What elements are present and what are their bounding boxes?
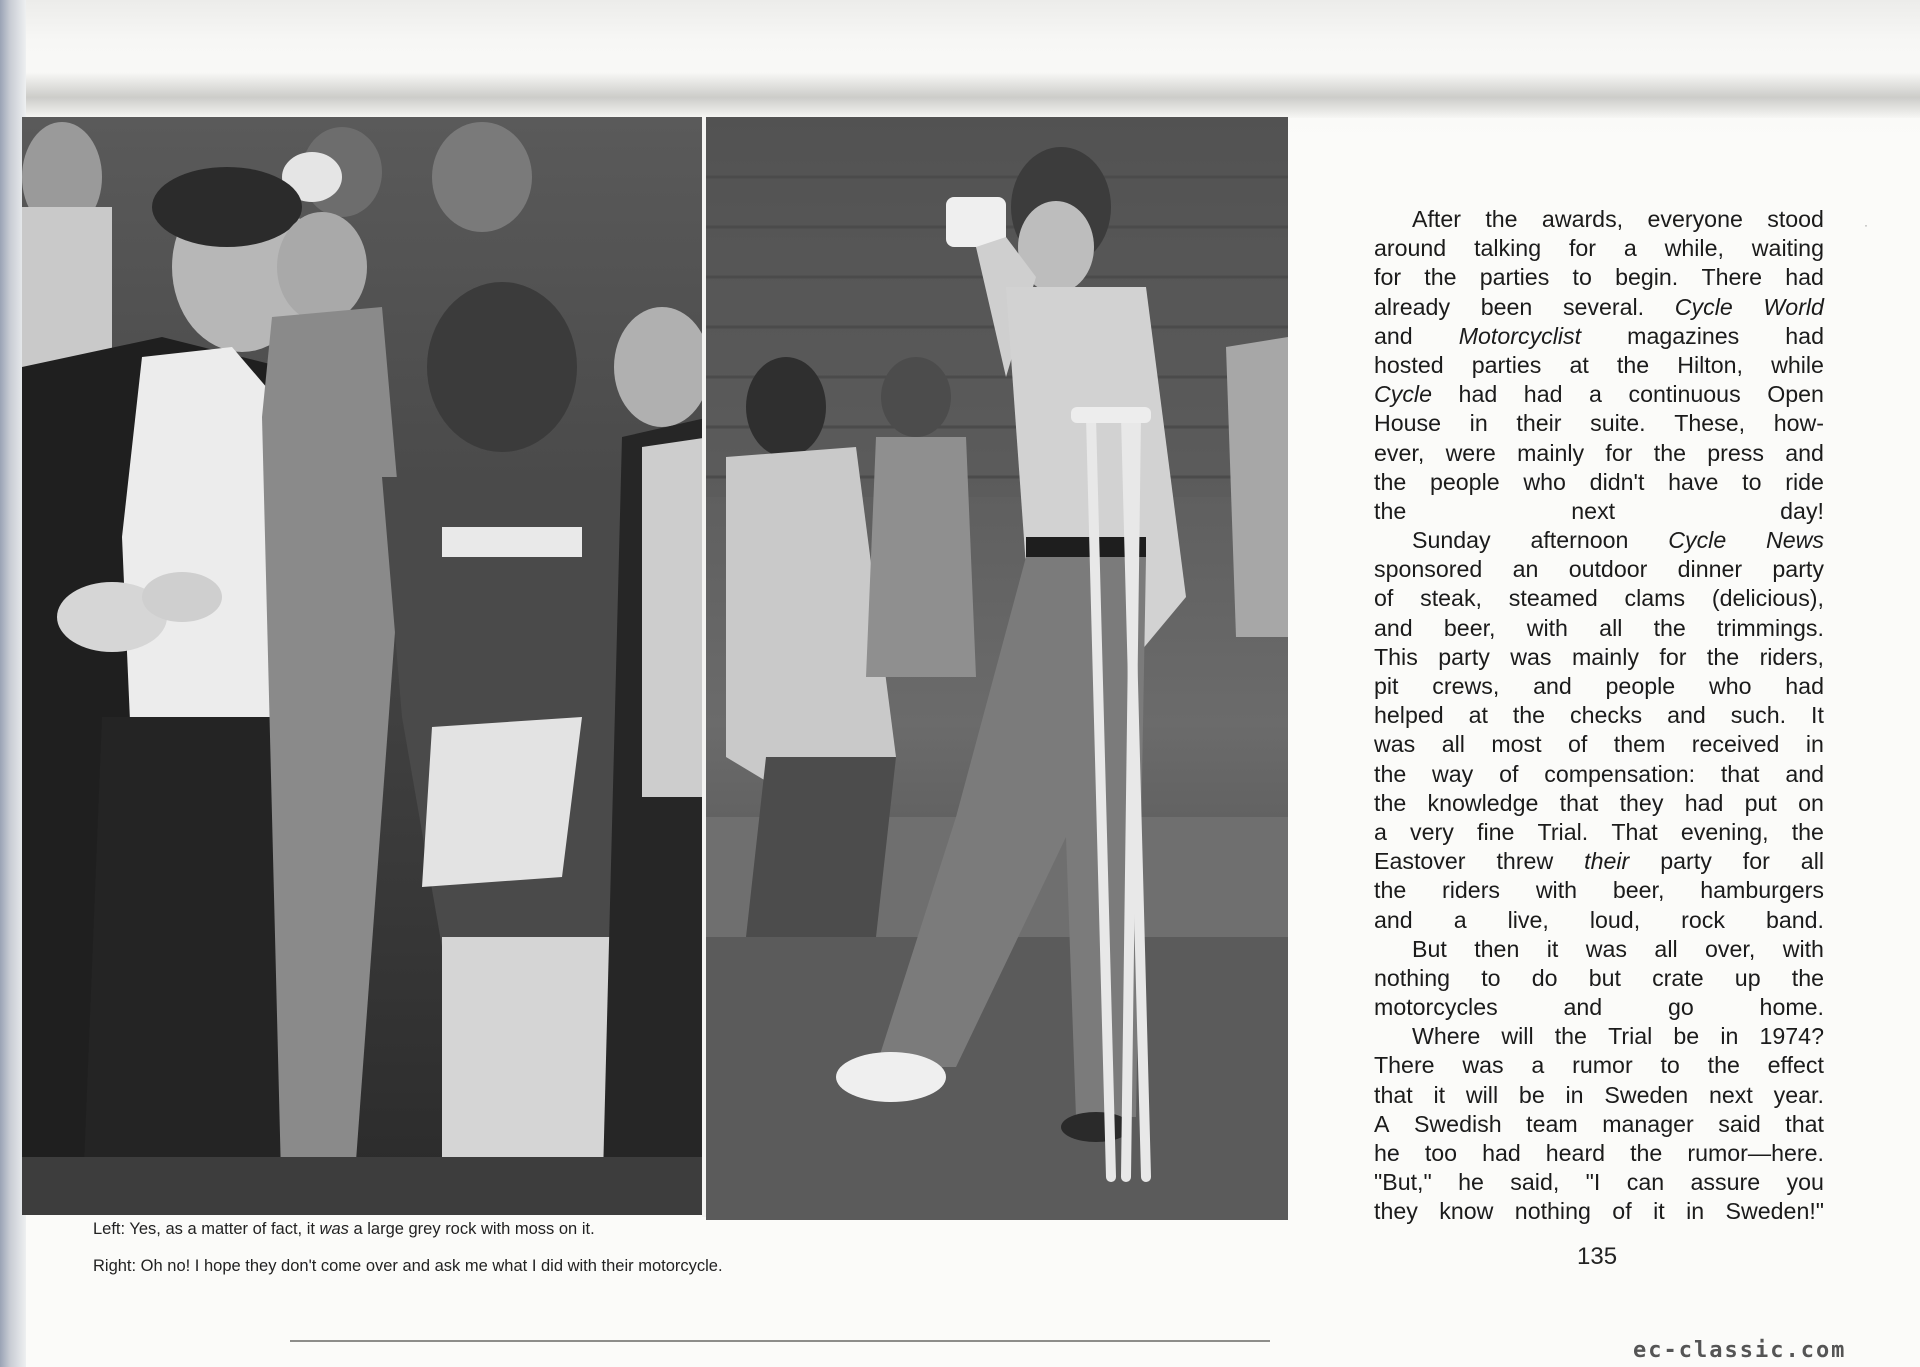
article-word: were	[1445, 439, 1496, 466]
article-word: manager	[1602, 1110, 1694, 1137]
article-word: fine	[1477, 818, 1515, 845]
article-word: 1974?	[1759, 1023, 1824, 1050]
photo-right-image	[706, 117, 1288, 1220]
article-word: Trial.	[1537, 818, 1589, 845]
article-word: and	[1563, 994, 1668, 1021]
article-word: News	[1766, 527, 1824, 554]
article-word: all	[1599, 614, 1623, 641]
article-word: already	[1374, 293, 1451, 320]
article-word: afternoon	[1530, 527, 1629, 554]
article-word: dinner	[1677, 556, 1743, 583]
article-line	[1374, 1110, 1824, 1139]
article-word: the	[1374, 497, 1572, 524]
article-word: continuous	[1628, 381, 1741, 408]
article-word: Motorcyclist	[1458, 322, 1582, 349]
article-word: Where	[1412, 1023, 1481, 1050]
article-line	[1374, 614, 1824, 643]
article-word: was	[1374, 731, 1416, 758]
article-word: and	[1667, 702, 1706, 729]
article-word: and	[1374, 906, 1454, 933]
article-word: they	[1619, 789, 1664, 816]
article-word: riders	[1442, 877, 1501, 904]
article-word: helped	[1374, 702, 1444, 729]
article-word: had	[1684, 789, 1724, 816]
article-word: the	[1791, 964, 1824, 991]
article-word: to	[1660, 1052, 1680, 1079]
article-word: while,	[1664, 235, 1724, 262]
article-word: put	[1744, 789, 1777, 816]
article-word: all	[1800, 848, 1824, 875]
article-word: for	[1374, 264, 1402, 291]
article-word: be	[1673, 1023, 1700, 1050]
article-word: That	[1611, 818, 1658, 845]
article-line	[1374, 1139, 1824, 1168]
article-line	[1374, 1197, 1824, 1226]
article-word: motorcycles	[1374, 994, 1564, 1021]
article-word: Eastover	[1374, 848, 1466, 875]
article-word: their	[1516, 410, 1562, 437]
article-word: be	[1518, 1081, 1545, 1108]
article-word: evening,	[1680, 818, 1769, 845]
article-word: sponsored	[1374, 556, 1483, 583]
article-word: checks	[1569, 702, 1643, 729]
article-word: Trial	[1608, 1023, 1653, 1050]
article-word: effect	[1767, 1052, 1824, 1079]
article-word: team	[1526, 1110, 1578, 1137]
caption-left-suffix: a large grey rock with moss on it.	[348, 1220, 595, 1238]
article-word: that	[1785, 1110, 1824, 1137]
article-line	[1374, 468, 1824, 497]
article-line	[1374, 555, 1824, 584]
article-word: rumor	[1572, 1052, 1633, 1079]
article-word: while	[1771, 351, 1824, 378]
caption-left-prefix: Left: Yes, as a matter of fact, it	[93, 1220, 320, 1238]
article-word: with	[1535, 877, 1578, 904]
article-word: Sweden	[1604, 1081, 1689, 1108]
article-line	[1374, 906, 1824, 935]
article-word: steak,	[1420, 585, 1482, 612]
article-word: pit	[1374, 673, 1399, 699]
article-word: These,	[1674, 410, 1746, 437]
article-line	[1374, 1081, 1824, 1110]
watermark: ec-classic.com	[1633, 1338, 1847, 1363]
article-word: but	[1588, 964, 1621, 991]
article-line	[1374, 701, 1824, 730]
article-word: said	[1718, 1110, 1761, 1137]
article-word: the	[1374, 760, 1407, 787]
article-word: that	[1374, 1081, 1413, 1108]
caption-right: Right: Oh no! I hope they don't come over and ask me what I did with their motorcycle.	[93, 1257, 723, 1275]
article-word: for	[1742, 848, 1770, 875]
article-word: the	[1374, 468, 1407, 495]
article-word: There	[1701, 264, 1763, 291]
article-line	[1374, 497, 1824, 526]
article-word: clams	[1624, 585, 1686, 612]
article-word: riders,	[1759, 643, 1824, 670]
article-word: and	[1374, 614, 1413, 641]
bottom-rule	[290, 1340, 1270, 1342]
article-word: There	[1374, 1052, 1435, 1079]
article-line	[1374, 760, 1824, 789]
article-word: people	[1429, 468, 1500, 495]
article-word: loud,	[1589, 906, 1682, 933]
article-word: had	[1458, 381, 1498, 408]
article-word: in	[1565, 1081, 1584, 1108]
photo-right-crutches	[706, 117, 1288, 1220]
margin-mark: ·	[1864, 218, 1868, 232]
caption-left-emphasis: was	[319, 1220, 349, 1238]
article-word: the	[1374, 789, 1407, 816]
article-word: crate	[1652, 964, 1704, 991]
caption-left	[93, 1220, 595, 1239]
article-line	[1374, 876, 1824, 905]
article-word: a	[1589, 381, 1602, 408]
article-word: "But,"	[1374, 1169, 1432, 1196]
article-word: After	[1412, 206, 1461, 232]
article-word: the	[1653, 614, 1686, 641]
article-word: knowledge	[1427, 789, 1539, 816]
article-word: magazines	[1627, 322, 1740, 349]
article-word: have	[1668, 468, 1719, 495]
article-line	[1374, 789, 1824, 818]
article-word: at	[1569, 351, 1589, 378]
article-word: the	[1616, 351, 1650, 378]
article-word: several.	[1562, 293, 1645, 320]
article-word: mainly	[1517, 439, 1585, 466]
article-word: too	[1424, 1140, 1458, 1166]
article-line	[1374, 439, 1824, 468]
article-word: compensation:	[1544, 760, 1696, 787]
article-word: parties	[1479, 264, 1550, 291]
article-word: House	[1374, 410, 1442, 437]
article-word: nothing	[1374, 964, 1451, 991]
article-word: nothing	[1514, 1198, 1613, 1225]
article-word: up	[1734, 964, 1761, 991]
article-word: stood	[1767, 206, 1824, 232]
article-line	[1374, 730, 1824, 759]
article-word: been	[1480, 293, 1533, 320]
article-word: received	[1691, 731, 1780, 758]
article-word: year.	[1773, 1081, 1824, 1108]
article-word: Open	[1767, 381, 1824, 408]
article-word: such.	[1730, 702, 1787, 729]
article-word: was	[1585, 935, 1628, 962]
article-word: how-	[1773, 410, 1824, 437]
article-word: will	[1465, 1081, 1499, 1108]
article-word: steamed	[1508, 585, 1598, 612]
article-line	[1374, 380, 1824, 409]
article-word: trimmings.	[1717, 614, 1824, 641]
article-word: the	[1424, 264, 1457, 291]
article-word: home.	[1759, 994, 1824, 1021]
article-line	[1374, 993, 1824, 1022]
page-number: 135	[1577, 1243, 1618, 1270]
article-word: it	[1546, 935, 1559, 962]
article-word: in	[1469, 410, 1488, 437]
article-word: the	[1374, 877, 1407, 904]
page-fold-shadow	[0, 72, 1920, 118]
article-word: it	[1433, 1081, 1446, 1108]
article-line	[1374, 293, 1824, 322]
article-word: of	[1568, 731, 1588, 758]
article-word: live,	[1507, 906, 1590, 933]
article-word: beer,	[1443, 614, 1496, 641]
article-line	[1374, 234, 1824, 263]
photo-left-crowd	[22, 117, 710, 1215]
article-word: outdoor	[1568, 556, 1648, 583]
article-word: of	[1499, 760, 1519, 787]
article-word: with	[1782, 935, 1824, 962]
article-word: next	[1709, 1081, 1753, 1108]
article-word: everyone	[1647, 206, 1743, 232]
article-word: a	[1453, 906, 1508, 933]
article-word: for	[1605, 439, 1633, 466]
article-word: of	[1612, 1198, 1654, 1225]
article-word: on	[1798, 789, 1824, 816]
article-word: ride	[1785, 468, 1824, 495]
article-word: didn't	[1589, 468, 1645, 495]
article-word: Cycle	[1668, 527, 1727, 554]
article-word: Sunday	[1412, 527, 1491, 554]
article-word: the	[1630, 1140, 1663, 1166]
article-word: the	[1485, 206, 1518, 232]
article-word: This	[1374, 643, 1418, 670]
article-word: the	[1707, 1052, 1740, 1079]
article-word: hosted	[1374, 351, 1444, 378]
article-word: very	[1410, 818, 1454, 845]
article-word: talking	[1474, 235, 1542, 262]
article-word: who	[1708, 673, 1752, 699]
article-line	[1374, 1168, 1824, 1197]
article-line	[1374, 672, 1824, 701]
article-word: crews,	[1432, 673, 1500, 699]
article-word: hamburgers	[1700, 877, 1824, 904]
article-word: day!	[1780, 497, 1824, 524]
article-word: ever,	[1374, 439, 1425, 466]
article-word: with	[1526, 614, 1568, 641]
article-line	[1374, 584, 1824, 613]
article-word: in	[1720, 1023, 1739, 1050]
article-word: parties	[1471, 351, 1542, 378]
article-word: over,	[1705, 935, 1756, 962]
article-line	[1374, 964, 1824, 993]
article-word: that	[1559, 789, 1599, 816]
article-word: was	[1510, 643, 1552, 670]
article-word: a	[1531, 1052, 1545, 1079]
article-line	[1374, 935, 1824, 964]
article-word: for	[1659, 643, 1687, 670]
article-word: the	[1706, 643, 1740, 670]
article-word: band.	[1765, 906, 1824, 933]
article-word: (delicious),	[1711, 585, 1824, 612]
article-word: for	[1568, 235, 1597, 262]
article-word: the	[1554, 1023, 1587, 1050]
article-line	[1374, 847, 1824, 876]
photo-left-image	[22, 117, 710, 1215]
article-line	[1374, 643, 1824, 672]
article-word: begin.	[1615, 264, 1679, 291]
article-word: in	[1805, 731, 1824, 758]
article-word: know	[1439, 1198, 1515, 1225]
article-word: A	[1374, 1110, 1390, 1137]
article-word: a	[1374, 818, 1387, 845]
article-word: will	[1501, 1023, 1534, 1050]
article-word: waiting	[1751, 235, 1824, 262]
article-word: go	[1667, 994, 1760, 1021]
article-word: World	[1763, 293, 1824, 320]
article-word: had	[1523, 381, 1563, 408]
article-word: had	[1785, 264, 1824, 291]
article-word: you	[1786, 1169, 1824, 1196]
article-word: said,	[1510, 1169, 1560, 1196]
article-line	[1374, 1022, 1824, 1051]
article-word: Cycle	[1674, 293, 1733, 320]
article-word: the	[1512, 702, 1546, 729]
article-word: the	[1791, 818, 1824, 845]
article-word: most	[1491, 731, 1542, 758]
article-word: way	[1432, 760, 1474, 787]
article-word: and	[1785, 439, 1824, 466]
article-word: next	[1571, 497, 1781, 524]
article-word: Swedish	[1413, 1110, 1502, 1137]
article-word: "I	[1585, 1169, 1601, 1196]
article-word: assure	[1690, 1169, 1761, 1196]
article-line	[1374, 322, 1824, 351]
article-word: threw	[1496, 848, 1554, 875]
article-word: to	[1572, 264, 1592, 291]
article-word: them	[1613, 731, 1666, 758]
article-word: to	[1481, 964, 1501, 991]
article-word: a	[1623, 235, 1637, 262]
article-word: had	[1785, 322, 1824, 349]
article-word: mainly	[1571, 643, 1639, 670]
article-word: who	[1523, 468, 1566, 495]
article-word: It	[1811, 702, 1824, 729]
article-word: to	[1742, 468, 1762, 495]
article-word: rumor—here.	[1687, 1140, 1824, 1166]
article-word: their	[1584, 848, 1630, 875]
article-word: can	[1626, 1169, 1665, 1196]
article-word: press	[1707, 439, 1764, 466]
article-word: party	[1772, 556, 1824, 583]
article-line	[1374, 1051, 1824, 1080]
article-word: was	[1462, 1052, 1504, 1079]
article-word: heard	[1545, 1140, 1606, 1166]
article-word: all	[1654, 935, 1678, 962]
article-word: Hilton,	[1677, 351, 1743, 378]
article-word: an	[1512, 556, 1539, 583]
article-word: beer,	[1612, 877, 1665, 904]
article-line	[1374, 351, 1824, 380]
article-word: But	[1412, 935, 1447, 962]
article-line	[1374, 409, 1824, 438]
article-word: do	[1531, 964, 1558, 991]
article-word: they	[1374, 1198, 1440, 1225]
article-text	[1374, 205, 1824, 1227]
article-word: at	[1468, 702, 1488, 729]
article-word: suite.	[1590, 410, 1646, 437]
article-word: Sweden!"	[1725, 1198, 1825, 1225]
article-line	[1374, 205, 1824, 234]
article-word: it	[1653, 1198, 1687, 1225]
article-word: had	[1785, 673, 1824, 699]
article-word: around	[1374, 235, 1447, 262]
article-word: had	[1482, 1140, 1521, 1166]
article-word: and	[1785, 760, 1824, 787]
article-word: awards,	[1541, 206, 1624, 232]
article-word: the	[1653, 439, 1686, 466]
article-word: and	[1533, 673, 1572, 699]
article-word: in	[1686, 1198, 1726, 1225]
article-word: he	[1374, 1140, 1400, 1166]
article-line	[1374, 263, 1824, 292]
article-word: party	[1660, 848, 1712, 875]
article-word: Cycle	[1374, 381, 1432, 408]
article-word: then	[1474, 935, 1520, 962]
article-line	[1374, 526, 1824, 555]
article-word: people	[1605, 673, 1676, 699]
article-word: that	[1720, 760, 1760, 787]
article-line	[1374, 818, 1824, 847]
article-word: of	[1374, 585, 1394, 612]
article-word: all	[1441, 731, 1465, 758]
article-word: rock	[1681, 906, 1766, 933]
article-word: party	[1438, 643, 1490, 670]
article-word: he	[1458, 1169, 1484, 1196]
article-word: and	[1374, 322, 1413, 349]
